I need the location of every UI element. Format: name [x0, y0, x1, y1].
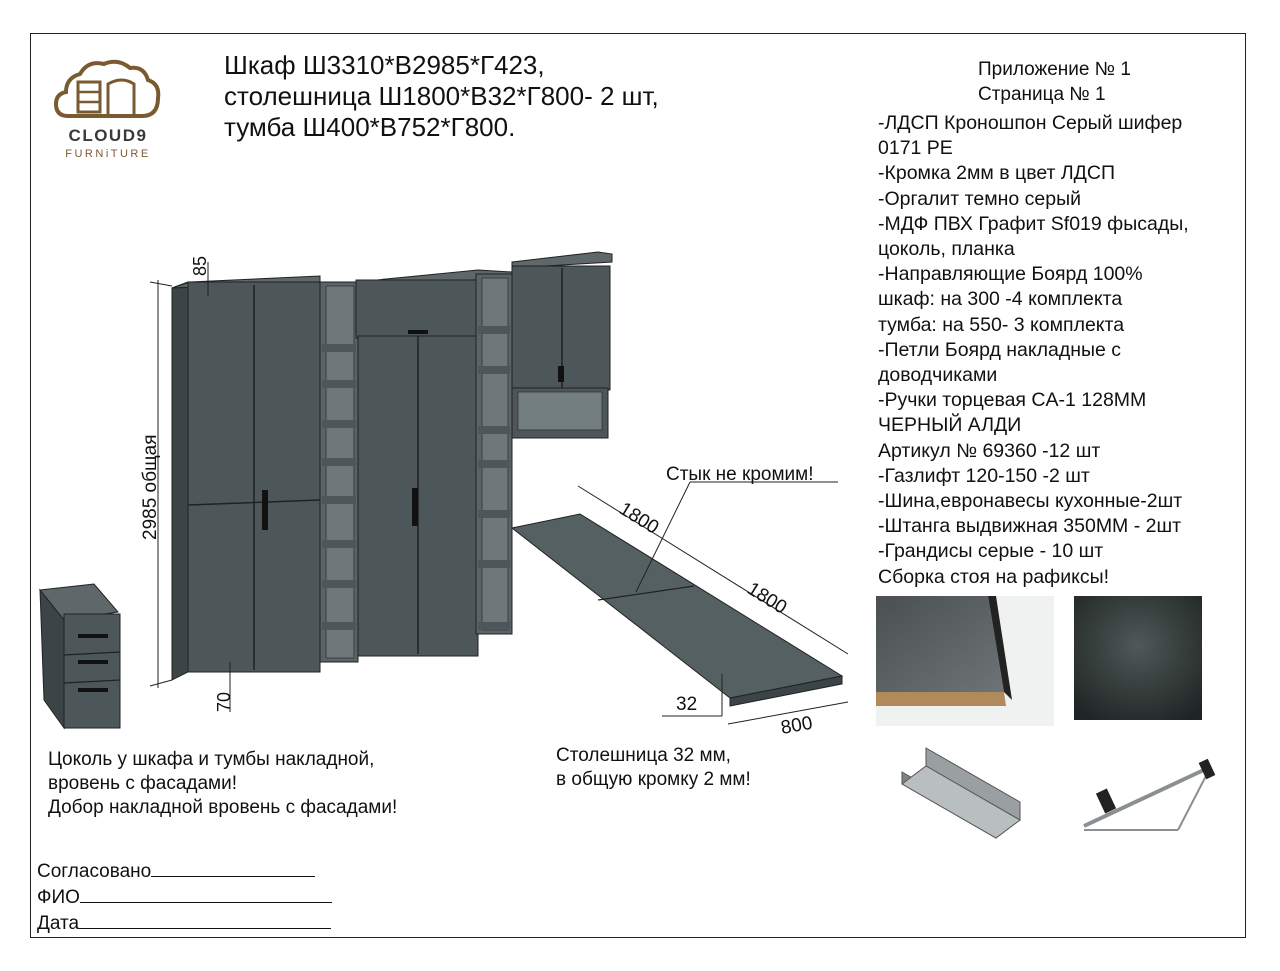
appendix-number: Приложение № 1	[978, 59, 1131, 80]
note-line: Добор накладной вровень с фасадами!	[48, 797, 398, 818]
note-line: Цоколь у шкафа и тумбы накладной,	[48, 749, 375, 770]
countertop	[512, 514, 842, 706]
dim-countertop-length-1: 1800	[615, 498, 663, 539]
spec-line: шкаф: на 300 -4 комплекта	[878, 288, 1123, 311]
spec-line: Артикул № 69360 -12 шт	[878, 439, 1101, 462]
sign-date-label: Дата	[37, 913, 80, 934]
spec-line: -МДФ ПВХ Графит Sf019 фысады,	[878, 212, 1189, 235]
spec-line: -Оргалит темно серый	[878, 187, 1081, 210]
sign-date-line	[79, 910, 331, 929]
dim-plinth: 70	[214, 691, 234, 712]
note-line: Столешница 32 мм,	[556, 745, 731, 766]
chipboard-sample-image	[876, 596, 1054, 726]
page-number: Страница № 1	[978, 84, 1106, 105]
spec-line: ЧЕРНЫЙ АЛДИ	[878, 414, 1022, 437]
spec-line: 0171 PE	[878, 137, 953, 160]
open-shelves-left	[320, 282, 358, 662]
spec-line: доводчиками	[878, 364, 998, 387]
spec-line: тумба: на 550- 3 комплекта	[878, 313, 1125, 336]
dim-countertop-thickness: 32	[676, 694, 698, 715]
note-line: в общую кромку 2 мм!	[556, 769, 751, 790]
open-shelves-right	[476, 274, 512, 634]
dim-countertop-length-2: 1800	[743, 578, 791, 619]
wardrobe-left-section	[172, 276, 320, 680]
spec-line: -Шина,евронавесы кухонные-2шт	[878, 490, 1183, 513]
sign-name	[37, 884, 332, 909]
title-line: тумба Ш400*В752*Г800.	[224, 112, 516, 142]
wall-cabinet	[512, 252, 612, 438]
spec-line: -Направляющие Боярд 100%	[878, 263, 1143, 286]
joint-note: Стык не кромим!	[666, 464, 814, 485]
spec-line: -ЛДСП Кроношпон Серый шифер	[878, 112, 1183, 134]
sign-name-label: ФИО	[37, 887, 80, 908]
spec-line: -Штанга выдвижная 350ММ - 2шт	[878, 515, 1182, 538]
sign-agreed	[37, 858, 315, 883]
dim-countertop-depth: 800	[779, 712, 815, 739]
logo-subtitle: FURNiTURE	[65, 148, 151, 160]
countertop-note	[556, 744, 751, 792]
sign-agreed-line	[151, 858, 315, 877]
spec-line: -Ручки торцевая CA-1 128ММ	[878, 389, 1147, 412]
sign-name-line	[80, 884, 332, 903]
mdf-graphite-sample-image	[1074, 596, 1202, 720]
spec-line: -Петли Боярд накладные с	[878, 338, 1122, 361]
sign-date	[37, 910, 331, 935]
title-line: столешница Ш1800*В32*Г800- 2 шт,	[224, 81, 659, 111]
dim-height: 2985 общая	[140, 434, 161, 540]
hinge-rail-image	[896, 742, 1026, 842]
plinth-note	[48, 748, 397, 820]
spec-line: цоколь, планка	[878, 238, 1015, 261]
note-line: вровень с фасадами!	[48, 773, 237, 794]
spec-line: -Газлифт 120-150 -2 шт	[878, 464, 1090, 487]
spec-line: Сборка стоя на рафиксы!	[878, 565, 1110, 588]
pull-out-rod-image	[1074, 756, 1226, 838]
drawer-pedestal	[40, 584, 120, 728]
logo-brand: CLOUD9	[68, 126, 148, 145]
spec-line: -Кромка 2мм в цвет ЛДСП	[878, 162, 1115, 185]
sign-agreed-label: Согласовано	[37, 861, 152, 882]
title-line: Шкаф Ш3310*В2985*Г423,	[224, 50, 545, 80]
dim-top-depth: 85	[190, 255, 210, 276]
spec-line: -Грандисы серые - 10 шт	[878, 540, 1104, 563]
